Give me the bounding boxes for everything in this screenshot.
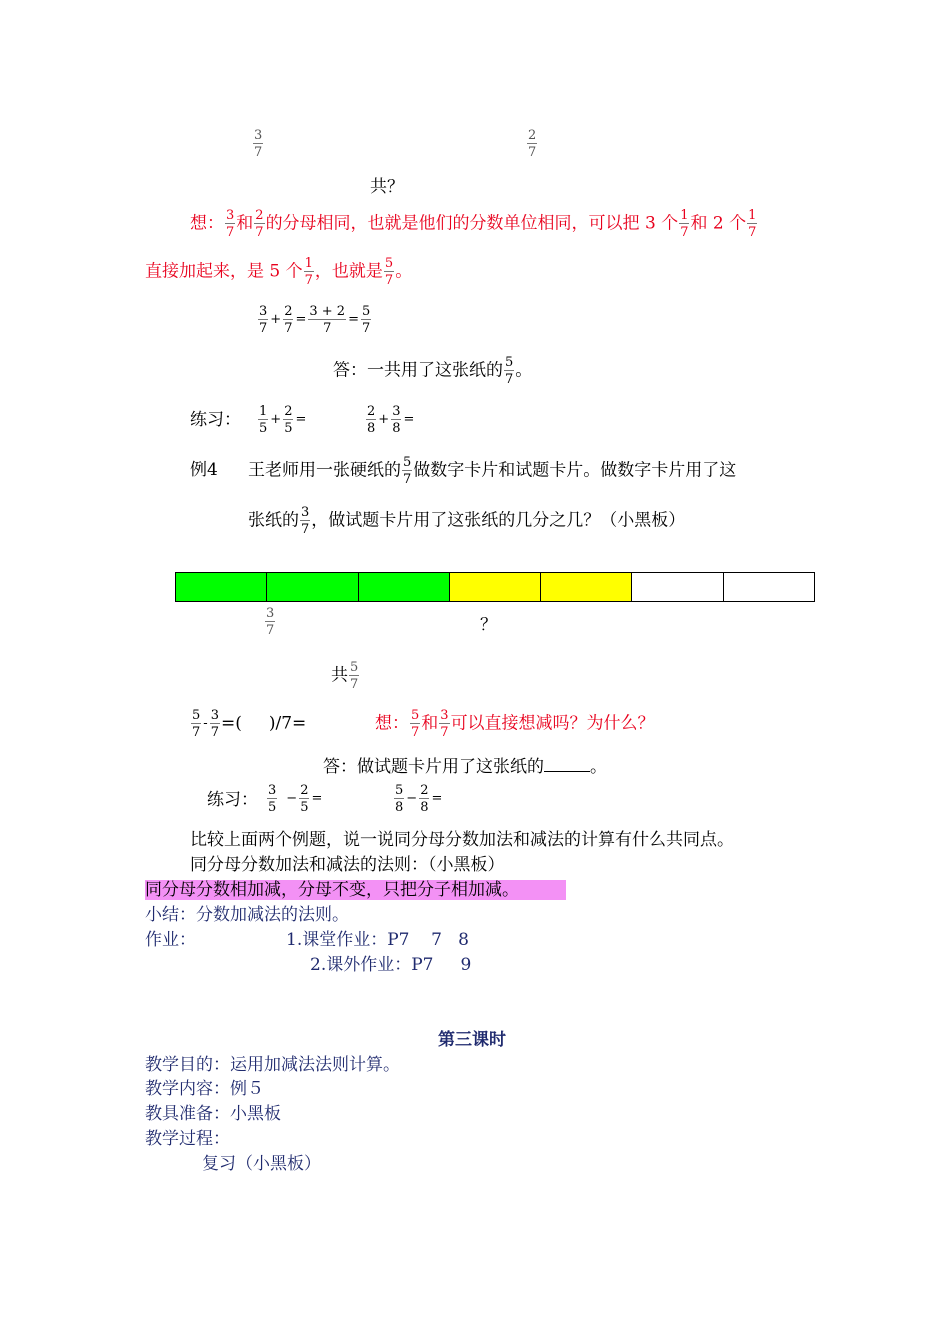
bar-segment (359, 573, 450, 601)
example-4-line1: 王老师用一张硬纸的 $\frac{5}{7}$ 做数字卡片和试题卡片。做数字卡片用了这 (248, 455, 737, 487)
practice-2-label: 练习： (207, 790, 258, 810)
practice-1-exercise-a: $\frac{1}{5}$ + $\frac{2}{5}$ = (259, 404, 307, 436)
example-4-line2: 张纸的 $\frac{3}{7}$ ，做试题卡片用了这张纸的几分之几？（小黑板） (248, 505, 686, 537)
practice-1-label: 练习： (190, 410, 241, 430)
bar-segment (267, 573, 358, 601)
lesson-3-tools: 教具准备：小黑板 (145, 1104, 281, 1124)
think-paragraph-line2: 直接加起来，是 5 个 $\frac{1}{7}$ ，也就是 $\frac{5}{7}$ 。 (145, 256, 413, 288)
lesson-3-goal: 教学目的：运用加减法法则计算。 (145, 1055, 400, 1075)
bar-segment (450, 573, 541, 601)
example-4-label: 例4 (190, 460, 218, 480)
lesson-3-title: 第三课时 (438, 1030, 506, 1050)
think-paragraph-2: 想： $\frac{5}{7}$ 和 $\frac{3}{7}$ 可以直接想减吗？为什么？ (375, 708, 655, 740)
bar-label-left-fraction: $\frac{3}{7}$ (266, 606, 275, 638)
practice-1-exercise-b: $\frac{2}{8}$ + $\frac{3}{8}$ = (367, 404, 415, 436)
summary-text: 小结：分数加减法的法则。 (145, 905, 349, 925)
answer-blank (544, 757, 590, 772)
rule-title: 同分母分数加法和减法的法则：（小黑板） (190, 855, 505, 875)
answer-2: 答：做试题卡片用了这张纸的 。 (323, 757, 607, 777)
bar-segment (176, 573, 267, 601)
practice-2-exercise-b: $\frac{5}{8}$ − $\frac{2}{8}$ = (395, 783, 443, 815)
bar-segment (632, 573, 723, 601)
think-paragraph-line1: 想： $\frac{3}{7}$ 和 $\frac{2}{7}$ 的分母相同，也就是他们的分数单位相同，可以把 3 个 $\frac{1}{7}$ 和 2 个 $\frac{1}{7}$ (190, 208, 757, 240)
lesson-3-content: 教学内容：例５ (145, 1079, 264, 1099)
answer-1: 答：一共用了这张纸的 $\frac{5}{7}$ 。 (333, 355, 533, 387)
homework-item-1: 1.课堂作业：P7 7 8 (286, 930, 469, 950)
addition-equation: $\frac{3}{7}$ + $\frac{2}{7}$ = $\frac{3 + 2}{7}$ = $\frac{5}{7}$ (259, 304, 371, 336)
rule-highlight: 同分母分数相加减，分母不变，只把分子相加减。 (145, 880, 566, 900)
total-question-label: 共？ (370, 177, 404, 197)
fraction-label-right: $\frac{2}{7}$ (528, 128, 537, 160)
practice-2-exercise-a: $\frac{3}{5}$ − $\frac{2}{5}$ = (268, 783, 323, 815)
bar-segment (541, 573, 632, 601)
fraction-bar-diagram (175, 572, 815, 602)
subtraction-equation: $\frac{5}{7}$ - $\frac{3}{7}$ =( )/7= (192, 708, 307, 740)
bar-label-total: 共 $\frac{5}{7}$ (331, 660, 359, 692)
fraction-label-left: $\frac{3}{7}$ (254, 128, 263, 160)
compare-text: 比较上面两个例题，说一说同分母分数加法和减法的计算有什么共同点。 (190, 830, 734, 850)
bar-label-question: ？ (480, 615, 497, 635)
lesson-3-process: 教学过程： (145, 1129, 230, 1149)
homework-label: 作业： (145, 930, 196, 950)
lesson-3-review: 复习（小黑板） (202, 1154, 321, 1174)
homework-item-2: 2.课外作业：P7 9 (310, 955, 472, 975)
bar-segment (724, 573, 814, 601)
